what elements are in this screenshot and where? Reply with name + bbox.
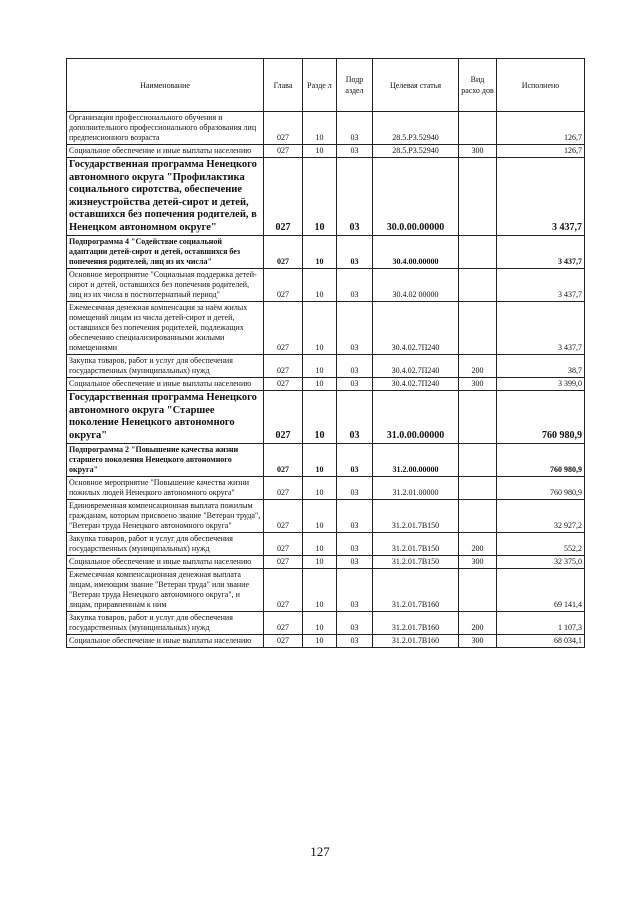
cell-target: 31.2.01.7В150 [373, 533, 459, 556]
header-section: Разде л [303, 59, 337, 112]
cell-executed: 760 980,9 [497, 391, 585, 444]
cell-name: Государственная программа Ненецкого автономного округа "Профилактика социального сиротства, обеспечение жизнеустройства детей-сирот и детей, оставшихся без попечения родителей, в Ненецком автономном округе" [67, 158, 264, 236]
cell-expense-type [459, 302, 497, 355]
cell-chapter: 027 [264, 635, 303, 648]
cell-expense-type [459, 391, 497, 444]
cell-executed: 126,7 [497, 145, 585, 158]
header-name: Наименование [67, 59, 264, 112]
cell-section: 10 [303, 145, 337, 158]
cell-chapter: 027 [264, 158, 303, 236]
cell-expense-type [459, 569, 497, 612]
cell-executed: 760 980,9 [497, 477, 585, 500]
cell-chapter: 027 [264, 500, 303, 533]
cell-name: Государственная программа Ненецкого автономного округа "Старшее поколение Ненецкого автономного округа" [67, 391, 264, 444]
cell-name: Основное мероприятие "Повышение качества жизни пожилых людей Ненецкого автономного округа" [67, 477, 264, 500]
cell-target: 31.2.01.7В160 [373, 612, 459, 635]
cell-chapter: 027 [264, 378, 303, 391]
cell-expense-type: 300 [459, 556, 497, 569]
budget-table [66, 58, 585, 648]
cell-section: 10 [303, 355, 337, 378]
cell-expense-type: 300 [459, 635, 497, 648]
cell-chapter: 027 [264, 145, 303, 158]
cell-expense-type [459, 500, 497, 533]
cell-section: 10 [303, 378, 337, 391]
cell-executed: 32 927,2 [497, 500, 585, 533]
cell-expense-type [459, 444, 497, 477]
cell-section: 10 [303, 158, 337, 236]
program-row [67, 391, 585, 444]
cell-subsection: 03 [337, 477, 373, 500]
cell-subsection: 03 [337, 378, 373, 391]
cell-subsection: 03 [337, 236, 373, 269]
cell-chapter: 027 [264, 444, 303, 477]
cell-section: 10 [303, 269, 337, 302]
cell-chapter: 027 [264, 556, 303, 569]
cell-chapter: 027 [264, 391, 303, 444]
cell-executed: 3 437,7 [497, 236, 585, 269]
cell-chapter: 027 [264, 112, 303, 145]
cell-expense-type: 200 [459, 355, 497, 378]
cell-name: Закупка товаров, работ и услуг для обеспечения государственных (муниципальных) нужд [67, 533, 264, 556]
header-target: Целевая статья [373, 59, 459, 112]
cell-section: 10 [303, 635, 337, 648]
cell-section: 10 [303, 236, 337, 269]
cell-executed: 760 980,9 [497, 444, 585, 477]
cell-section: 10 [303, 556, 337, 569]
header-chapter: Глава [264, 59, 303, 112]
cell-section: 10 [303, 444, 337, 477]
cell-expense-type: 200 [459, 612, 497, 635]
header-row [67, 59, 585, 112]
table-row [67, 635, 585, 648]
table-row [67, 269, 585, 302]
table-row [67, 302, 585, 355]
cell-target: 30.4.02.7П240 [373, 355, 459, 378]
cell-target: 31.2.01.7В160 [373, 569, 459, 612]
cell-section: 10 [303, 302, 337, 355]
header-executed: Исполнено [497, 59, 585, 112]
cell-expense-type [459, 477, 497, 500]
cell-name: Подпрограмма 2 "Повышение качества жизни старшего поколения Ненецкого автономного округа" [67, 444, 264, 477]
cell-subsection: 03 [337, 391, 373, 444]
cell-chapter: 027 [264, 236, 303, 269]
cell-expense-type [459, 269, 497, 302]
cell-name: Подпрограмма 4 "Содействие социальной адаптации детей-сирот и детей, оставшихся без попечения родителей, лиц из их числа" [67, 236, 264, 269]
table-row [67, 500, 585, 533]
cell-subsection: 03 [337, 533, 373, 556]
cell-target: 30.4.02.7П240 [373, 378, 459, 391]
cell-name: Основное мероприятие "Социальная поддержка детей-сирот и детей, оставшихся без попечения родителей, лиц из их числа в постинтернатный период" [67, 269, 264, 302]
cell-executed: 126,7 [497, 112, 585, 145]
header-subsection: Подр аздел [337, 59, 373, 112]
table-row [67, 112, 585, 145]
cell-section: 10 [303, 112, 337, 145]
cell-chapter: 027 [264, 302, 303, 355]
cell-section: 10 [303, 612, 337, 635]
table-row [67, 477, 585, 500]
cell-subsection: 03 [337, 302, 373, 355]
cell-name: Закупка товаров, работ и услуг для обеспечения государственных (муниципальных) нужд [67, 612, 264, 635]
cell-target: 28.5.P3.52940 [373, 145, 459, 158]
cell-subsection: 03 [337, 112, 373, 145]
cell-chapter: 027 [264, 477, 303, 500]
table-row [67, 612, 585, 635]
cell-executed: 1 107,3 [497, 612, 585, 635]
page-number: 127 [310, 844, 330, 859]
cell-executed: 68 034,1 [497, 635, 585, 648]
cell-name: Социальное обеспечение и иные выплаты населению [67, 556, 264, 569]
subprogram-row [67, 444, 585, 477]
cell-section: 10 [303, 391, 337, 444]
cell-target: 31.2.00.00000 [373, 444, 459, 477]
cell-chapter: 027 [264, 355, 303, 378]
cell-target: 30.0.00.00000 [373, 158, 459, 236]
cell-executed: 3 437,7 [497, 158, 585, 236]
cell-subsection: 03 [337, 500, 373, 533]
cell-chapter: 027 [264, 533, 303, 556]
cell-executed: 3 437,7 [497, 269, 585, 302]
cell-name: Единовременная компенсационная выплата пожилым гражданам, которым присвоено звание "Ветеран труда", "Ветеран труда Ненецкого автономного округа" [67, 500, 264, 533]
cell-executed: 38,7 [497, 355, 585, 378]
cell-subsection: 03 [337, 635, 373, 648]
cell-executed: 3 437,7 [497, 302, 585, 355]
cell-target: 31.2.01.7В150 [373, 500, 459, 533]
cell-executed: 552,2 [497, 533, 585, 556]
cell-expense-type [459, 236, 497, 269]
cell-target: 30.4.02 00000 [373, 269, 459, 302]
cell-target: 30.4.00.00000 [373, 236, 459, 269]
cell-expense-type: 300 [459, 145, 497, 158]
cell-name: Социальное обеспечение и иные выплаты населению [67, 635, 264, 648]
cell-subsection: 03 [337, 444, 373, 477]
cell-name: Закупка товаров, работ и услуг для обеспечения государственных (муниципальных) нужд [67, 355, 264, 378]
cell-subsection: 03 [337, 569, 373, 612]
cell-name: Организация профессионального обучения и дополнительного профессионального образования лиц предпенсионного возраста [67, 112, 264, 145]
table-row [67, 533, 585, 556]
cell-name: Ежемесячная компенсационная денежная выплата лицам, имеющим звание "Ветеран труда" или звание "Ветеран труда Ненецкого автономного округа", и лицам, приравненным к ним [67, 569, 264, 612]
cell-section: 10 [303, 533, 337, 556]
cell-name: Социальное обеспечение и иные выплаты населению [67, 378, 264, 391]
cell-expense-type [459, 158, 497, 236]
program-row [67, 158, 585, 236]
subprogram-row [67, 236, 585, 269]
cell-target: 31.0.00.00000 [373, 391, 459, 444]
cell-chapter: 027 [264, 569, 303, 612]
cell-target: 31.2.01.00000 [373, 477, 459, 500]
cell-executed: 32 375,0 [497, 556, 585, 569]
cell-target: 28.5.P3.52940 [373, 112, 459, 145]
table-row [67, 556, 585, 569]
table-row [67, 355, 585, 378]
header-expense-type: Вид расхо дов [459, 59, 497, 112]
table-row [67, 378, 585, 391]
cell-subsection: 03 [337, 158, 373, 236]
cell-expense-type: 300 [459, 378, 497, 391]
cell-target: 30.4.02.7П240 [373, 302, 459, 355]
cell-executed: 3 399,0 [497, 378, 585, 391]
table-row [67, 145, 585, 158]
table-row [67, 569, 585, 612]
cell-subsection: 03 [337, 556, 373, 569]
cell-subsection: 03 [337, 355, 373, 378]
cell-section: 10 [303, 477, 337, 500]
cell-name: Социальное обеспечение и иные выплаты населению [67, 145, 264, 158]
cell-target: 31.2.01.7В150 [373, 556, 459, 569]
cell-executed: 69 141,4 [497, 569, 585, 612]
cell-name: Ежемесячная денежная компенсация за наём жилых помещений лицам из числа детей-сирот и детей, оставшихся без попечения родителей, подлежащих обеспечению специализированными жилыми помещениями [67, 302, 264, 355]
cell-subsection: 03 [337, 612, 373, 635]
cell-subsection: 03 [337, 269, 373, 302]
cell-target: 31.2.01.7В160 [373, 635, 459, 648]
cell-expense-type: 200 [459, 533, 497, 556]
cell-subsection: 03 [337, 145, 373, 158]
cell-expense-type [459, 112, 497, 145]
cell-chapter: 027 [264, 269, 303, 302]
cell-chapter: 027 [264, 612, 303, 635]
cell-section: 10 [303, 500, 337, 533]
cell-section: 10 [303, 569, 337, 612]
